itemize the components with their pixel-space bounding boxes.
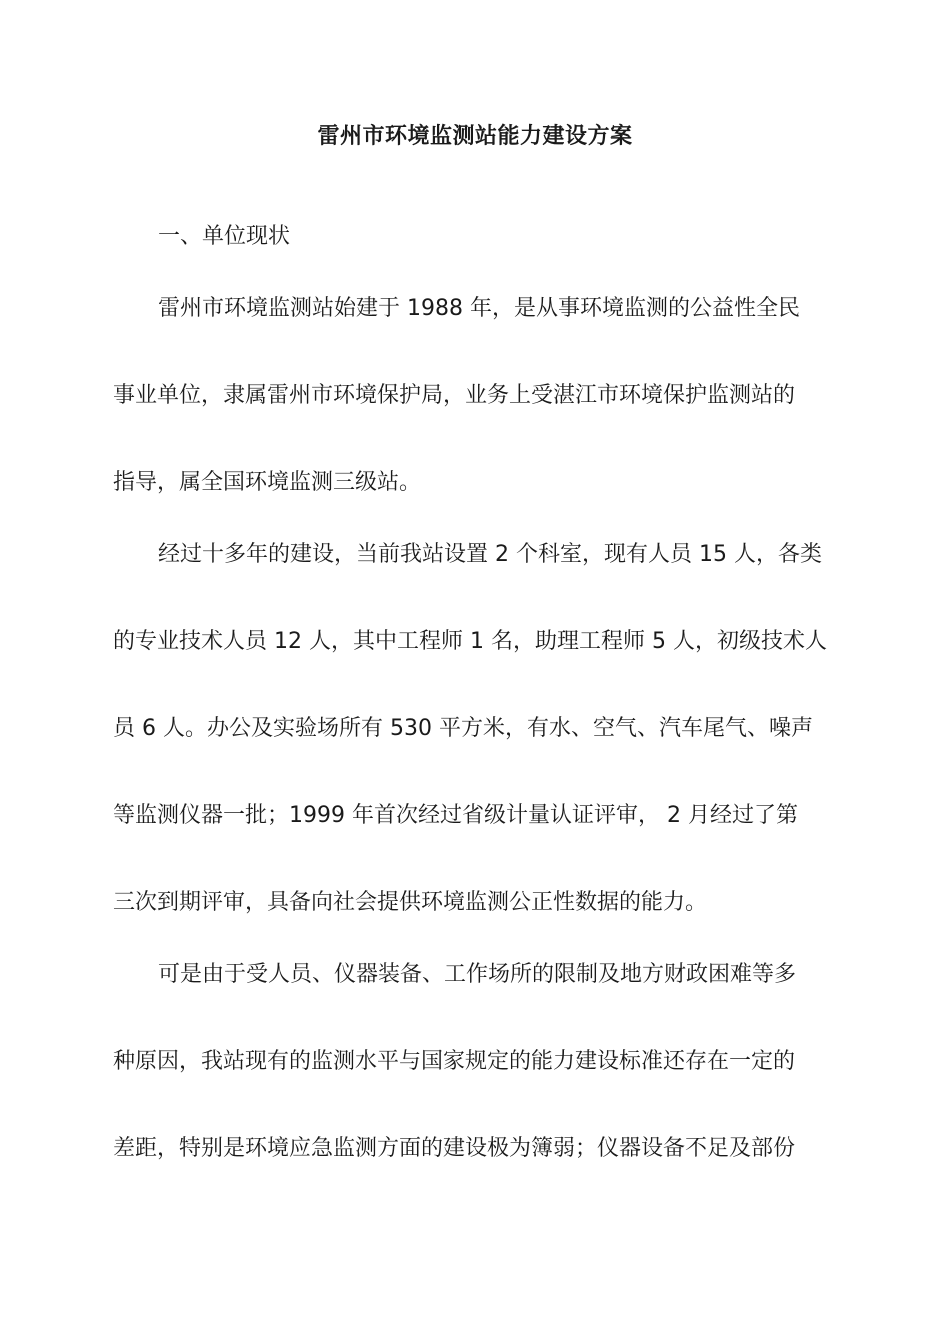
paragraph-line: 员 6 人。办公及实验场所有 530 平方米，有水、空气、汽车尾气、噪声 xyxy=(113,716,813,741)
paragraph-line: 事业单位，隶属雷州市环境保护局，业务上受湛江市环境保护监测站的 xyxy=(113,383,796,408)
paragraph-line: 经过十多年的建设，当前我站设置 2 个科室，现有人员 15 人，各类 xyxy=(158,542,822,567)
paragraph-line: 种原因，我站现有的监测水平与国家规定的能力建设标准还存在一定的 xyxy=(113,1049,796,1074)
document-title: 雷州市环境监测站能力建设方案 xyxy=(317,124,633,149)
paragraph-line: 雷州市环境监测站始建于 1988 年，是从事环境监测的公益性全民 xyxy=(158,296,800,321)
paragraph-line: 等监测仪器一批；1999 年首次经过省级计量认证评审， 2 月经过了第 xyxy=(113,803,798,828)
paragraph-line: 可是由于受人员、仪器装备、工作场所的限制及地方财政困难等多 xyxy=(158,962,797,987)
section-heading: 一、单位现状 xyxy=(158,224,291,249)
paragraph-line: 指导，属全国环境监测三级站。 xyxy=(113,470,422,495)
paragraph-line: 的专业技术人员 12 人，其中工程师 1 名，助理工程师 5 人，初级技术人 xyxy=(113,629,827,654)
paragraph-line: 三次到期评审，具备向社会提供环境监测公正性数据的能力。 xyxy=(113,890,708,915)
paragraph-line: 差距，特别是环境应急监测方面的建设极为簿弱；仪器设备不足及部份 xyxy=(113,1136,796,1161)
